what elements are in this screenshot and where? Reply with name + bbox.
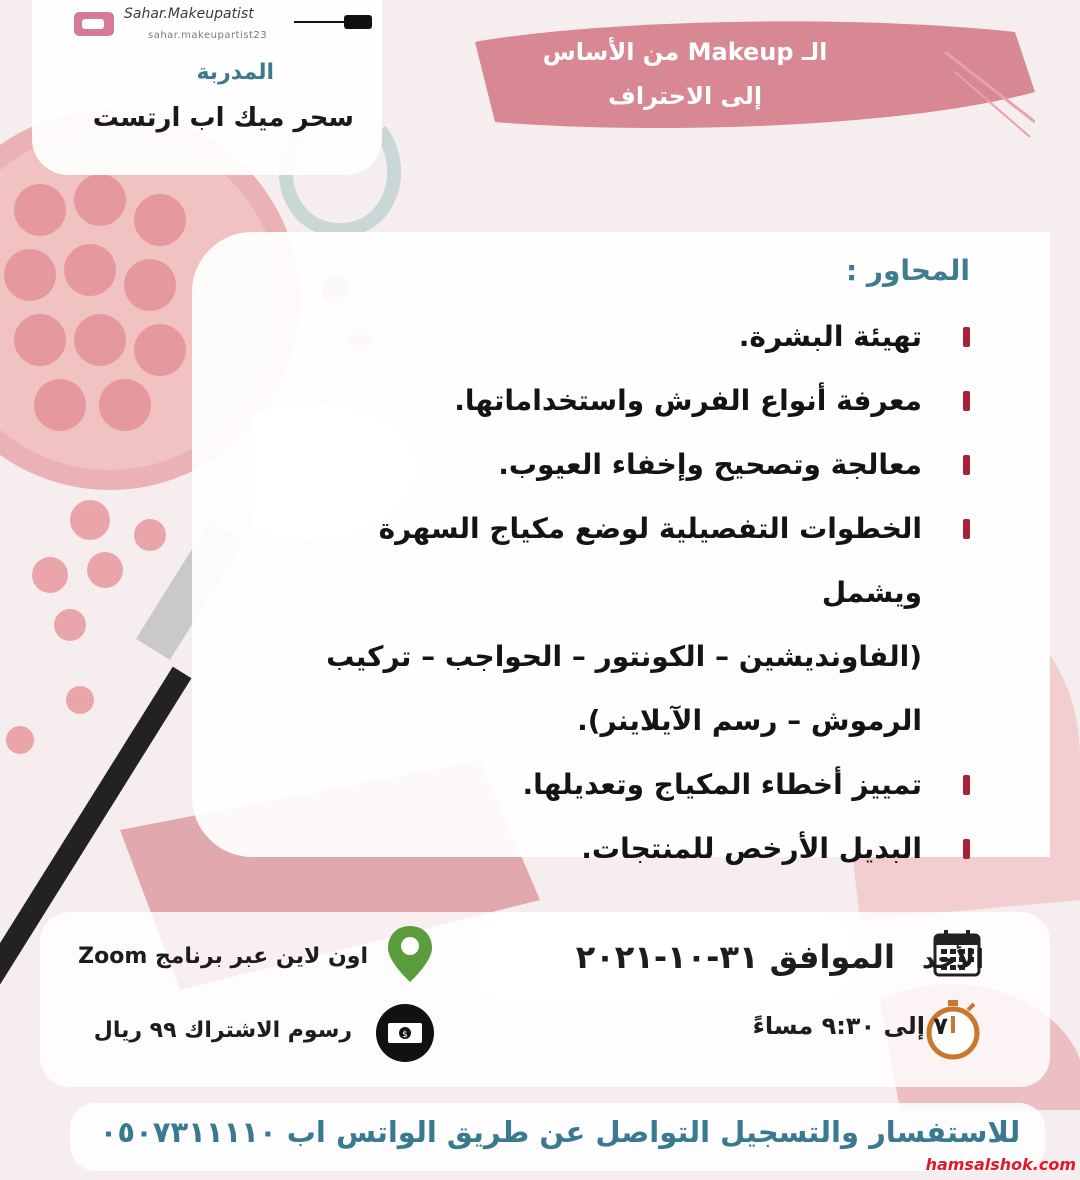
topic-text: (الفاونديشين – الكونتور – الحواجب – تركيب	[326, 640, 922, 673]
mascara-wand-icon	[294, 12, 374, 32]
bullet-mark	[963, 839, 970, 859]
topic-text: الرموش – رسم الآيلاينر).	[577, 704, 922, 737]
event-date-row	[576, 938, 984, 976]
svg-text:$: $	[402, 1030, 408, 1040]
topic-text: الخطوات التفصيلية لوضع مكياج السهرة ويشمل	[378, 512, 922, 609]
topic-text: تمييز أخطاء المكياج وتعديلها.	[522, 768, 922, 801]
topic-item	[270, 817, 970, 881]
topic-item	[270, 369, 970, 433]
topic-item	[270, 497, 970, 625]
topic-item	[270, 433, 970, 497]
event-date: الموافق ٣١-١٠-٢٠٢١	[575, 938, 895, 976]
brand-logo-text: Sahar.Makeupatist	[124, 6, 254, 22]
topic-text: معرفة أنواع الفرش واستخداماتها.	[454, 384, 922, 417]
trainer-name: سحر ميك اب ارتست	[92, 103, 354, 133]
bullet-mark	[963, 327, 970, 347]
topic-text: تهيئة البشرة.	[738, 320, 922, 353]
event-day: الأحد	[921, 945, 984, 975]
topics-title: المحاور :	[845, 254, 970, 287]
trainer-label: المدربة	[196, 60, 274, 85]
topic-item-continued	[270, 689, 970, 753]
lipstick-logo-icon	[72, 6, 118, 40]
event-fee: رسوم الاشتراك ٩٩ ريال	[93, 1018, 352, 1043]
watermark: hamsalshok.com	[925, 1155, 1076, 1174]
banner-title	[500, 30, 870, 118]
bullet-mark	[963, 391, 970, 411]
bullet-mark	[963, 775, 970, 795]
topic-item-continued	[270, 625, 970, 689]
location-pin-icon	[386, 924, 434, 984]
event-location: اون لاين عبر برنامج Zoom	[78, 944, 368, 969]
brand-handle: sahar.makeupartist23	[148, 30, 268, 41]
bullet-mark	[963, 455, 970, 475]
event-time: ٧ إلى ٩:٣٠ مساءً	[752, 1012, 948, 1040]
topic-text: معالجة وتصحيح وإخفاء العيوب.	[498, 448, 922, 481]
topics-list	[270, 305, 970, 881]
topic-text: البديل الأرخص للمنتجات.	[581, 832, 922, 865]
banner-line-1: الـ Makeup من الأساس	[542, 38, 828, 66]
banner-line-2: إلى الاحتراف	[607, 82, 763, 110]
money-icon	[374, 1002, 436, 1064]
contact-whatsapp: للاستفسار والتسجيل التواصل عن طريق الواتس اب ٠٥٠٧٣١١١١٠	[99, 1115, 1021, 1149]
bullet-mark	[963, 519, 970, 539]
topic-item	[270, 753, 970, 817]
topic-item	[270, 305, 970, 369]
